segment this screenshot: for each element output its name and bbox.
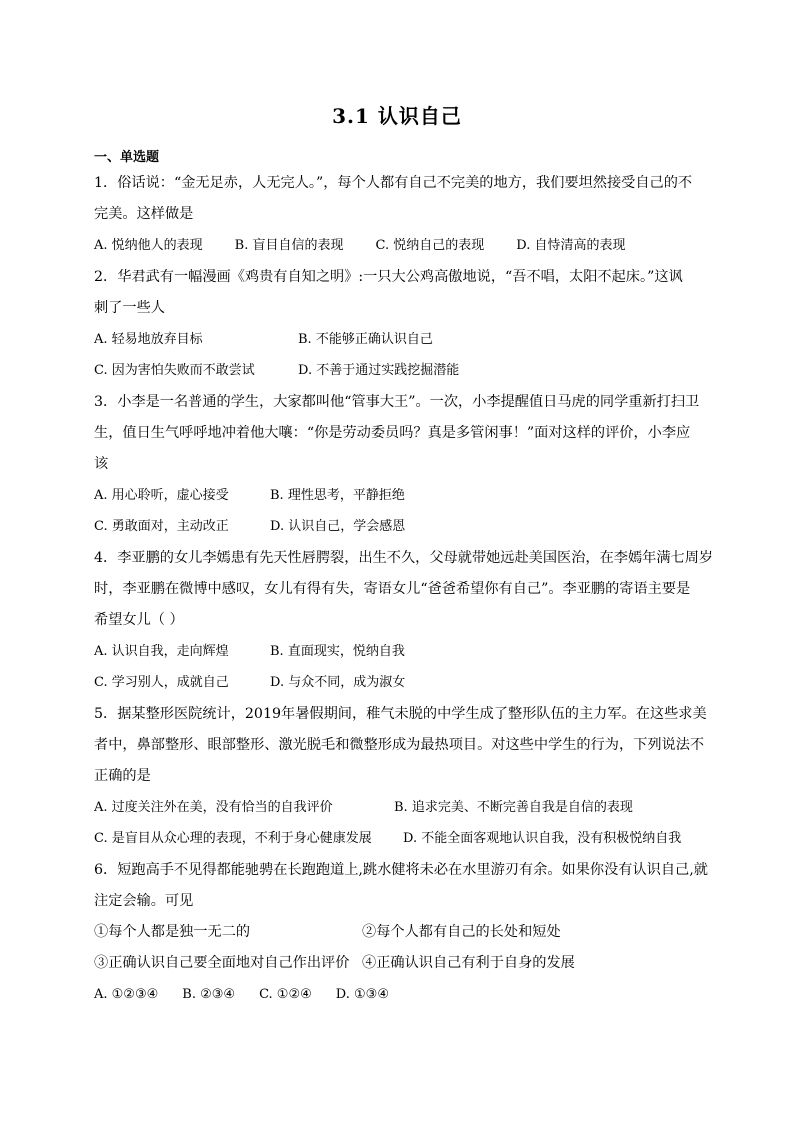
q2-option-c: C. 因为害怕失败而不敢尝试: [94, 363, 255, 378]
q4-stem-line3: 希望女儿（ ）: [94, 612, 184, 628]
q4-stem-line1: 4．李亚鹏的女儿李嫣患有先天性唇腭裂，出生不久，父母就带她远赴美国医治，在李嫣年满七周岁: [94, 550, 714, 566]
q5-stem-line2: 者中，鼻部整形、眼部整形、激光脱毛和微整形成为最热项目。对这些中学生的行为，下列说法不: [94, 737, 705, 753]
q4-options-row1: [94, 643, 405, 661]
q6-statement-3: ③正确认识自己要全面地对自己作出评价: [94, 955, 350, 971]
section-heading: 一、单选题: [94, 150, 160, 165]
q1-stem-line1: 1．俗话说：“金无足赤，人无完人。”，每个人都有自己不完美的地方，我们要坦然接受自己的不: [94, 175, 693, 191]
q3-stem-line2: 生，值日生气呼呼地冲着他大嚷：“你是劳动委员吗？真是多管闲事！”面对这样的评价，小李应: [94, 425, 691, 441]
q5-stem-line1: 5．据某整形医院统计，2019年暑假期间，稚气未脱的中学生成了整形队伍的主力军。在这些求美: [94, 706, 707, 722]
q6-statements-row1: [94, 923, 561, 941]
q6-option-a: A. ①②③④: [94, 987, 159, 1002]
q6-stem-line2: 注定会输。可见: [94, 893, 194, 909]
q6-statement-2: ②每个人都有自己的长处和短处: [362, 924, 561, 940]
page-title: 3.1 认识自己: [332, 104, 462, 128]
q6-statement-4: ④正确认识自己有利于自身的发展: [362, 955, 575, 971]
q3-option-c: C. 勇敢面对，主动改正: [94, 519, 229, 534]
q3-options-row2: [94, 518, 405, 536]
q4-option-d: D. 与众不同，成为淑女: [270, 675, 406, 690]
q1-stem-line2: 完美。这样做是: [94, 206, 194, 222]
q6-statements-row2: [94, 954, 575, 972]
q1-option-d: D. 自恃清高的表现: [516, 238, 626, 253]
q6-option-d: D. ①③④: [335, 987, 389, 1002]
q2-option-a: A. 轻易地放弃目标: [94, 332, 203, 347]
q3-stem-line3: 该: [94, 456, 109, 472]
q3-stem-line1: 3．小李是一名普通的学生，大家都叫他“管事大王”。一次，小李提醒值日马虎的同学重新打扫卫: [94, 394, 700, 410]
q1-options: [94, 237, 625, 255]
q1-option-a: A. 悦纳他人的表现: [94, 238, 203, 253]
q2-option-d: D. 不善于通过实践挖掘潜能: [298, 363, 460, 378]
q3-option-b: B. 理性思考，平静拒绝: [270, 488, 405, 503]
q1-option-b: B. 盲目自信的表现: [234, 238, 344, 253]
q5-option-d: D. 不能全面客观地认识自我，没有积极悦纳自我: [403, 831, 682, 846]
q5-options-row1: [94, 799, 633, 817]
q4-option-b: B. 直面现实，悦纳自我: [270, 644, 405, 659]
q3-option-d: D. 认识自己，学会感恩: [270, 519, 406, 534]
q5-options-row2: [94, 830, 681, 848]
q6-options: [94, 986, 389, 1004]
q5-option-a: A. 过度关注外在美，没有恰当的自我评价: [94, 800, 333, 815]
q5-option-b: B. 追求完美、不断完善自我是自信的表现: [394, 800, 633, 815]
q4-option-a: A. 认识自我，走向辉煌: [94, 644, 229, 659]
q3-options-row1: [94, 487, 405, 505]
q1-option-c: C. 悦纳自己的表现: [375, 238, 485, 253]
q5-option-c: C. 是盲目从众心理的表现，不利于身心健康发展: [94, 831, 372, 846]
q2-options-row2: [94, 362, 459, 380]
q2-stem-line2: 刺了一些人: [94, 300, 165, 316]
q2-options-row1: [94, 331, 433, 349]
q5-stem-line3: 正确的是: [94, 768, 151, 784]
q2-stem-line1: 2．华君武有一幅漫画《鸡贵有自知之明》:一只大公鸡高傲地说，“吾不唱，太阳不起床。”这讽: [94, 269, 683, 285]
q6-option-c: C. ①②④: [259, 987, 312, 1002]
q4-options-row2: [94, 674, 405, 692]
q3-option-a: A. 用心聆听，虚心接受: [94, 488, 229, 503]
q6-option-b: B. ②③④: [182, 987, 236, 1002]
q4-option-c: C. 学习别人，成就自己: [94, 675, 229, 690]
q4-stem-line2: 时，李亚鹏在微博中感叹，女儿有得有失，寄语女儿“爸爸希望你有自己”。李亚鹏的寄语主要是: [94, 581, 691, 597]
q6-stem-line1: 6．短跑高手不见得都能驰骋在长跑跑道上,跳水健将未必在水里游刃有余。如果你没有认识自己,就: [94, 862, 708, 878]
q6-statement-1: ①每个人都是独一无二的: [94, 924, 251, 940]
q2-option-b: B. 不能够正确认识自己: [298, 332, 433, 347]
